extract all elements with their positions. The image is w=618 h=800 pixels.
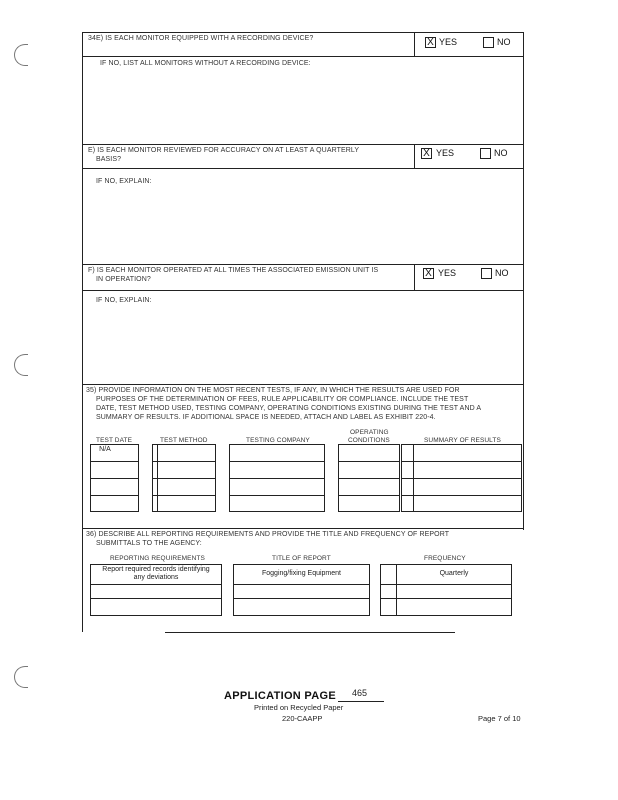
col-operating-line2: CONDITIONS — [348, 437, 390, 444]
form-right-border — [523, 32, 524, 530]
test-method-row-line — [152, 495, 216, 496]
col-summary: SUMMARY OF RESULTS — [424, 437, 501, 444]
testing-company-row-line — [229, 461, 325, 462]
test-date-cell[interactable]: N/A — [99, 446, 111, 453]
q36-instruction-line2: SUBMITTALS TO THE AGENCY: — [96, 540, 202, 547]
requirements-row-line — [90, 584, 222, 585]
q35-instruction-line4: SUMMARY OF RESULTS. IF ADDITIONAL SPACE IS NEEDED, ATTACH AND LABEL AS EXHIBIT 220-4. — [96, 414, 436, 421]
col-title-of-report: TITLE OF REPORT — [272, 555, 331, 562]
title-row-line — [233, 598, 370, 599]
summary-row-line — [401, 461, 522, 462]
form-id: 220-CAAPP — [282, 714, 323, 723]
operating-row-line — [338, 478, 400, 479]
q34f-question-line1: E) IS EACH MONITOR REVIEWED FOR ACCURACY ON AT LEAST A QUARTERLY — [88, 147, 360, 154]
reporting-requirement-cell-line1[interactable]: Report required records identifying — [102, 566, 210, 573]
q34g-question-line2: IN OPERATION? — [96, 276, 151, 283]
form-left-border — [82, 32, 83, 632]
col-testing-company: TESTING COMPANY — [246, 437, 310, 444]
application-page-title: APPLICATION PAGE — [224, 690, 336, 702]
q35-instruction-line3: DATE, TEST METHOD USED, TESTING COMPANY, OPERATING CONDITIONS EXISTING DURING THE TEST AND A — [96, 405, 482, 412]
q34f-answer-area[interactable] — [84, 188, 520, 262]
q34e-no-checkbox[interactable] — [483, 37, 494, 48]
frequency-row-line — [380, 598, 512, 599]
q35-instruction-line2: PURPOSES OF THE DETERMINATION OF FEES, RULE APPLICABILITY OR COMPLIANCE. INCLUDE THE TEST — [96, 396, 469, 403]
summary-row-line — [401, 495, 522, 496]
col-test-method: TEST METHOD — [160, 437, 208, 444]
q34g-yes-checkbox[interactable]: X — [423, 268, 434, 279]
col-reporting-requirements: REPORTING REQUIREMENTS — [110, 555, 205, 562]
form-top-border — [82, 32, 523, 33]
recycled-paper-note: Printed on Recycled Paper — [254, 703, 344, 712]
q34g-answer-divider — [414, 264, 415, 290]
title-row-line — [233, 584, 370, 585]
test-date-row-line — [90, 478, 139, 479]
q34f-followup: IF NO, EXPLAIN: — [96, 178, 152, 185]
q34f-question-line2: BASIS? — [96, 156, 122, 163]
q34f-divider — [82, 168, 523, 169]
operating-row-line — [338, 495, 400, 496]
q34g-divider — [82, 290, 523, 291]
testing-company-row-line — [229, 478, 325, 479]
q34e-answer-divider — [414, 32, 415, 56]
q34f-answer-divider — [414, 144, 415, 168]
frequency-cell[interactable]: Quarterly — [439, 570, 469, 577]
test-date-row-line — [90, 461, 139, 462]
summary-row-line — [401, 478, 522, 479]
page-number: 465 — [352, 688, 368, 698]
frequency-row-line — [380, 584, 512, 585]
q36-top-line — [82, 528, 523, 529]
q34e-yes-label: YES — [439, 37, 458, 47]
col-test-date: TEST DATE — [96, 437, 133, 444]
q34f-yes-checkbox[interactable]: X — [421, 148, 432, 159]
reporting-requirement-cell-line2[interactable]: any deviations — [133, 574, 179, 581]
q34e-divider — [82, 56, 523, 57]
q35-top-line — [82, 384, 523, 385]
page-of: Page 7 of 10 — [478, 714, 521, 723]
q34g-question-line1: F) IS EACH MONITOR OPERATED AT ALL TIMES THE ASSOCIATED EMISSION UNIT IS — [88, 267, 379, 274]
test-method-row-line — [152, 478, 216, 479]
binder-hole-top — [14, 44, 28, 66]
q35-instruction-line1: 35) PROVIDE INFORMATION ON THE MOST RECENT TESTS, IF ANY, IN WHICH THE RESULTS ARE USED FOR — [86, 387, 460, 394]
form-bottom-line — [165, 632, 455, 633]
test-method-row-line — [152, 461, 216, 462]
testing-company-row-line — [229, 495, 325, 496]
q36-instruction-line1: 36) DESCRIBE ALL REPORTING REQUIREMENTS AND PROVIDE THE TITLE AND FREQUENCY OF REPORT — [86, 531, 450, 538]
q34g-no-checkbox[interactable] — [481, 268, 492, 279]
binder-hole-middle — [14, 354, 28, 376]
q34f-no-checkbox[interactable] — [480, 148, 491, 159]
q34g-followup: IF NO, EXPLAIN: — [96, 297, 152, 304]
q34e-no-label: NO — [497, 37, 511, 47]
page-number-underline — [338, 701, 384, 702]
q34e-yes-checkbox[interactable]: X — [425, 37, 436, 48]
col-operating-line1: OPERATING — [350, 429, 389, 436]
q34f-top-line — [82, 144, 523, 145]
q34f-no-label: NO — [494, 148, 508, 158]
q34g-yes-label: YES — [438, 268, 457, 278]
q34e-followup: IF NO, LIST ALL MONITORS WITHOUT A RECORDING DEVICE: — [100, 60, 311, 67]
q34g-top-line — [82, 264, 523, 265]
q34g-answer-area[interactable] — [84, 308, 520, 382]
q34e-question: 34E) IS EACH MONITOR EQUIPPED WITH A RECORDING DEVICE? — [88, 35, 314, 42]
q34g-no-label: NO — [495, 268, 509, 278]
test-date-row-line — [90, 495, 139, 496]
col-frequency: FREQUENCY — [424, 555, 466, 562]
operating-row-line — [338, 461, 400, 462]
binder-hole-bottom — [14, 666, 28, 688]
q34f-yes-label: YES — [436, 148, 455, 158]
requirements-row-line — [90, 598, 222, 599]
title-of-report-cell[interactable]: Fogging/fixing Equipment — [262, 570, 341, 577]
q34e-answer-area[interactable] — [84, 70, 520, 142]
